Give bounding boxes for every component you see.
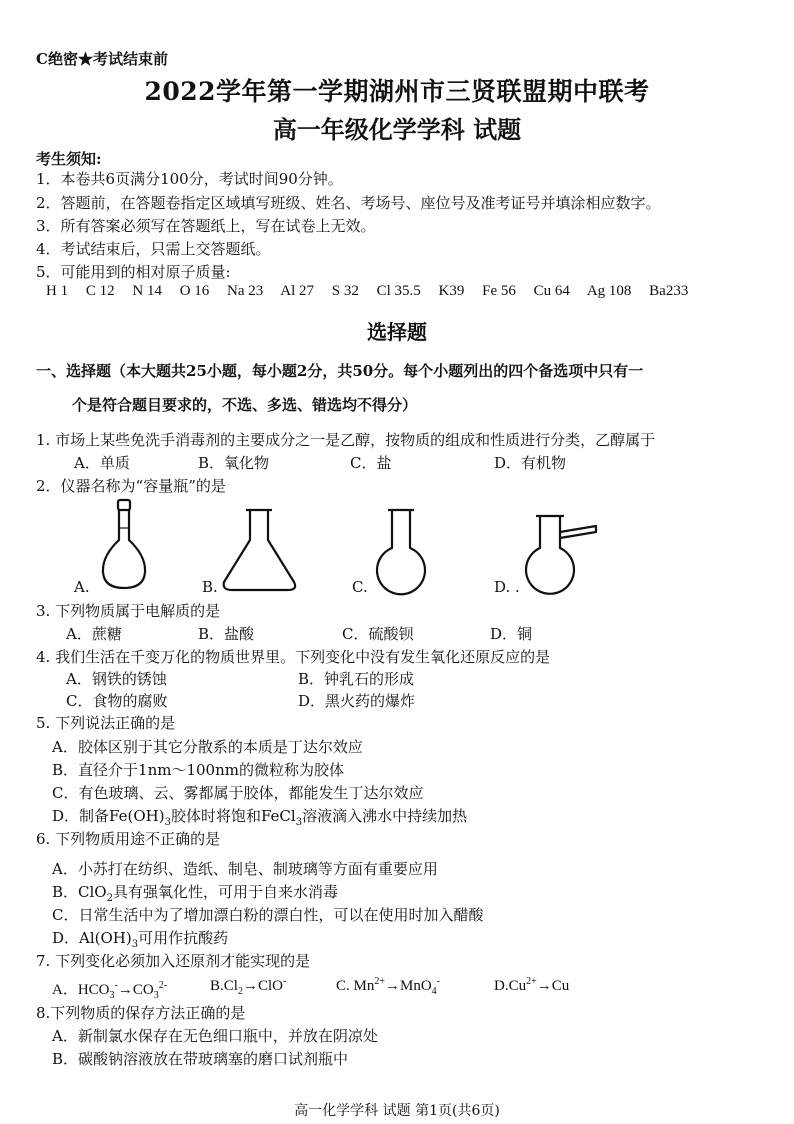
q6-option-d <box>52 927 228 948</box>
volumetric-flask-icon <box>103 500 145 588</box>
notice-item: 5．可能用到的相对原子质量: <box>36 263 231 281</box>
mass-cu: Cu 64 <box>533 283 570 299</box>
q5-d-text-1: D．制备Fe(OH) <box>52 807 165 825</box>
mass-o: O 16 <box>179 283 210 299</box>
mass-cl: Cl 35.5 <box>376 283 421 299</box>
q6-b-sub: 2 <box>106 893 113 904</box>
question-3-stem: 3. 下列物质属于电解质的是 <box>36 602 221 620</box>
notice-heading: 考生须知: <box>36 150 102 168</box>
q2-option-a: A. <box>74 578 90 596</box>
q4-option-d: D．黑火药的爆炸 <box>298 692 416 710</box>
q7-c-sup-2: - <box>436 976 440 987</box>
question-6-stem: 6. 下列物质用途不正确的是 <box>36 830 221 848</box>
q3-option-a: A．蔗糖 <box>66 625 122 643</box>
q7-a-text-2: →CO <box>117 982 154 998</box>
round-bottom-flask-icon <box>377 510 425 594</box>
q7-a-sup-2: 2- <box>158 980 168 991</box>
q1-option-b: B．氧化物 <box>198 454 270 472</box>
exam-subtitle: 高一年级化学学科 试题 <box>272 115 522 144</box>
q7-d-text-2: →Cu <box>536 978 570 994</box>
distillation-flask-icon <box>526 516 596 594</box>
q7-c-text-1: C. Mn <box>336 978 375 994</box>
q6-option-a: A．小苏打在纺织、造纸、制皂、制玻璃等方面有重要应用 <box>52 860 438 878</box>
mass-h: H 1 <box>46 283 69 299</box>
q7-d-sup: 2+ <box>526 976 537 987</box>
q7-c-sup-1: 2+ <box>374 976 385 987</box>
mass-ag: Ag 108 <box>586 283 632 299</box>
q2-option-b: B. <box>202 578 218 596</box>
section-title: 选择题 <box>367 320 427 344</box>
q6-option-b <box>52 881 338 902</box>
q5-d-text-3: 溶液滴入沸水中持续加热 <box>302 807 468 825</box>
q8-option-a: A．新制氯水保存在无色细口瓶中，并放在阴凉处 <box>52 1027 378 1045</box>
question-2-stem: 2．仪器名称为“容量瓶”的是 <box>36 477 226 495</box>
q1-option-d: D．有机物 <box>494 454 567 472</box>
q7-b-sup: - <box>282 976 287 987</box>
q5-d-sub-1: 3 <box>164 817 171 828</box>
q1-option-c: C．盐 <box>350 454 392 472</box>
q3-option-c: C．硫酸钡 <box>342 625 414 643</box>
question-8-stem: 8.下列物质的保存方法正确的是 <box>36 1004 246 1022</box>
q1-option-a: A．单质 <box>74 454 130 472</box>
notice-item: 1．本卷共6页满分100分，考试时间90分钟。 <box>36 170 343 188</box>
mass-k: K39 <box>438 283 465 299</box>
q7-a-text-1: A．HCO <box>52 982 110 998</box>
mass-fe: Fe 56 <box>482 283 516 299</box>
question-4-stem: 4. 我们生活在千变万化的物质世界里。下列变化中没有发生氧化还原反应的是 <box>36 648 551 666</box>
notice-item: 2．答题前，在答题卷指定区域填写班级、姓名、考场号、座位号及准考证号并填涂相应数字。 <box>36 194 661 212</box>
q7-c-text-2: →MnO <box>384 978 432 994</box>
mass-al: Al 27 <box>280 283 314 299</box>
q5-d-sub-2: 3 <box>295 817 303 828</box>
q7-b-text-1: B.Cl <box>210 978 238 994</box>
q7-option-c <box>336 978 440 995</box>
q7-a-sub-1: 3 <box>109 990 115 1001</box>
q7-option-d <box>494 978 569 995</box>
q6-d-text-1: D．Al(OH) <box>52 929 132 947</box>
q5-option-a: A．胶体区别于其它分散系的本质是丁达尔效应 <box>52 738 363 756</box>
conical-flask-icon <box>224 510 295 590</box>
part-instructions-line2: 个是符合题目要求的，不选、多选、错选均不得分） <box>72 396 418 414</box>
question-7-stem: 7. 下列变化必须加入还原剂才能实现的是 <box>36 952 311 970</box>
q5-option-c: C．有色玻璃、云、雾都属于胶体，都能发生丁达尔效应 <box>52 784 424 802</box>
q7-c-sub: 4 <box>431 986 437 997</box>
q7-d-text-1: D.Cu <box>494 978 527 994</box>
mass-n: N 14 <box>132 283 162 299</box>
q5-option-d <box>52 805 467 826</box>
q4-option-c: C．食物的腐败 <box>66 692 168 710</box>
q4-option-a: A．钢铁的锈蚀 <box>66 670 167 688</box>
q6-option-c: C．日常生活中为了增加漂白粉的漂白性，可以在使用时加入醋酸 <box>52 906 484 924</box>
mass-s: S 32 <box>331 283 359 299</box>
q7-option-a <box>52 978 167 999</box>
exam-title: 2022学年第一学期湖州市三贤联盟期中联考 <box>144 77 650 106</box>
secret-label: C绝密★考试结束前 <box>36 50 168 68</box>
notice-item: 4．考试结束后，只需上交答题纸。 <box>36 240 271 258</box>
q6-d-text-2: 可用作抗酸药 <box>138 929 229 947</box>
notice-item: 3．所有答案必须写在答题纸上，写在试卷上无效。 <box>36 217 376 235</box>
q5-d-text-2: 胶体时将饱和FeCl <box>170 807 296 825</box>
q3-option-b: B．盐酸 <box>198 625 255 643</box>
page-footer: 高一化学学科 试题 第1页(共6页) <box>294 1103 500 1119</box>
q8-option-b: B．碳酸钠溶液放在带玻璃塞的磨口试剂瓶中 <box>52 1050 349 1068</box>
mass-ba: Ba233 <box>649 283 689 299</box>
q7-b-text-2: →ClO <box>242 978 283 994</box>
question-1-stem: 1. 市场上某些免洗手消毒剂的主要成分之一是乙醇，按物质的组成和性质进行分类，乙醇属于 <box>36 431 656 449</box>
q7-a-sup-1: - <box>114 980 118 991</box>
q6-b-text-2: 具有强氧化性，可用于自来水消毒 <box>112 883 338 901</box>
q5-option-b: B．直径介于1nm～100nm的微粒称为胶体 <box>52 761 344 779</box>
q2-option-c: C. <box>352 578 368 596</box>
q4-option-b: B．钟乳石的形成 <box>298 670 415 688</box>
q7-a-sub-2: 3 <box>153 990 159 1001</box>
q6-b-text-1: B．ClO <box>52 883 107 901</box>
q3-option-d: D．铜 <box>490 625 533 643</box>
mass-na: Na 23 <box>227 283 264 299</box>
q6-d-sub: 3 <box>131 939 139 950</box>
mass-c: C 12 <box>85 283 115 299</box>
question-5-stem: 5. 下列说法正确的是 <box>36 714 176 732</box>
q7-option-b <box>210 978 286 995</box>
q7-b-sub: 2 <box>237 986 243 997</box>
part-instructions-line1: 一、选择题（本大题共25小题，每小题2分，共50分。每个小题列出的四个备选项中只有一 <box>36 362 644 380</box>
q2-option-d: D. . <box>494 578 520 596</box>
